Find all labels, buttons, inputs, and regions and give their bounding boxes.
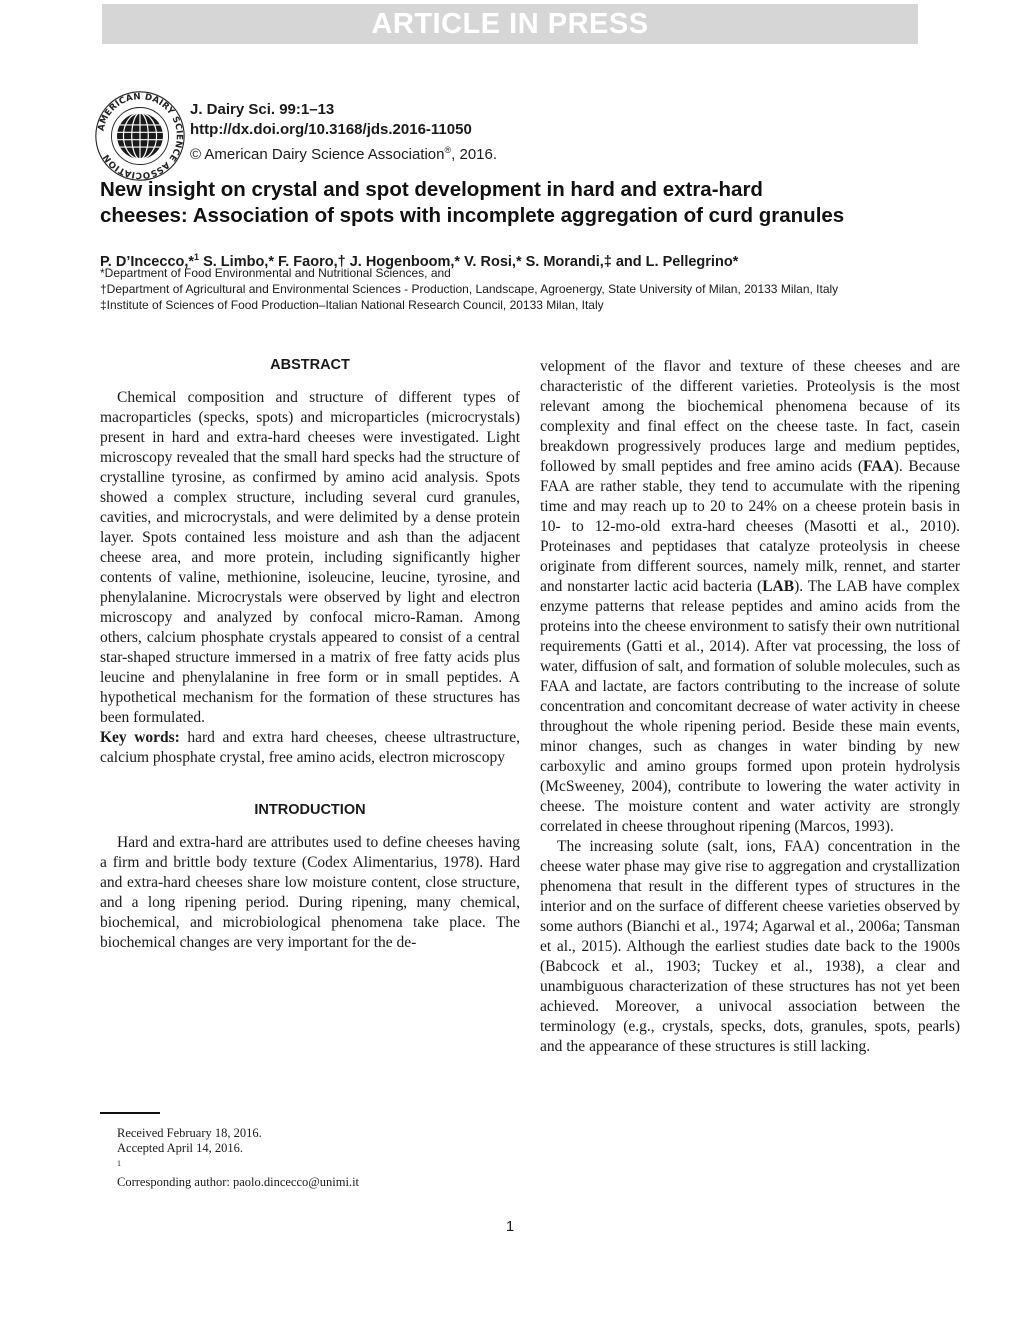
article-title (100, 177, 960, 229)
globe-icon (112, 108, 167, 163)
copyright-line: © American Dairy Science Association®, 2016. (190, 145, 498, 163)
introduction-paragraph-2: The increasing solute (salt, ions, FAA) concentration in the cheese water phase may give rise to aggregation and crystallization phenomena that result in the different types of structures in the interior and on the surface of different cheese varieties observed by some authors (Bianchi et al., 1974; Agarwal et al., 2006a; Tansman et al., 2015). Although the earliest studies date back to the 1900s (Babcock et al., 1903; Tuckey et al., 1938), a clear and unambiguous characterization of these structures has not yet been achieved. Moreover, a univocal association between the terminology (e.g., crystals, specks, dots, granules, spots, pearls) and the appearance of these structures is still lacking. (540, 838, 960, 1055)
introduction-paragraph-continued: velopment of the flavor and texture of these cheeses and are characteristic of the different varieties. Proteolysis is the most relevant among the biochemical phenomena because of its complexity and final effect on the cheese taste. In fact, casein breakdown progressively produces large and medium peptides, followed by small peptides and free amino acids (FAA). Because FAA are rather stable, they tend to accumulate with the ripening time and may reach up to 20 to 24% on a cheese protein basis in 10- to 12-mo-old extra-hard cheeses (Masotti et al., 2010). Proteinases and peptidases that catalyze proteolysis in cheese originate from different sources, namely milk, rennet, and starter and nonstarter lactic acid bacteria (LAB). The LAB have complex enzyme patterns that release peptides and amino acids from the proteins into the cheese environment to satisfy their own nutritional requirements (Gatti et al., 2014). After vat processing, the loss of water, diffusion of salt, and formation of soluble molecules, such as FAA and lactate, are factors contributing to the increase of solute concentration and concomitant decrease of water activity in cheese throughout the whole ripening period. Beside these main events, minor changes, such as changes in water binding by new carboxylic and amino groups formed upon protein hydrolysis (McSweeney, 2004), contribute to lowering the water activity in cheese. The moisture content and water activity are strongly correlated in cheese throughout ripening (Marcos, 1993). (540, 358, 960, 835)
adsa-seal-logo (94, 90, 186, 182)
lab-abbrev: LAB (762, 578, 795, 595)
article-in-press-banner: ARTICLE IN PRESS (102, 4, 918, 44)
corresponding-author-marker: 1 (194, 252, 200, 262)
introduction-heading: INTRODUCTION (254, 802, 366, 818)
right-column (540, 357, 960, 1057)
footnote-divider (100, 1112, 160, 1114)
left-column (100, 355, 520, 953)
faa-abbrev: FAA (862, 458, 894, 475)
journal-header (190, 100, 497, 165)
affiliations (100, 265, 940, 313)
seal-ring-text: AMERICAN DAIRY SCIENCE ASSOCIATION (96, 92, 184, 180)
affiliation-3: ‡Institute of Sciences of Food Production–Italian National Research Council, 20133 Milan, Italy (100, 298, 604, 312)
abstract-heading: ABSTRACT (270, 357, 350, 373)
received-date: Received February 18, 2016. (117, 1126, 262, 1140)
keywords: Key words: hard and extra hard cheeses, cheese ultrastructure, calcium phosphate crystal, free amino acids, electron microscopy (100, 729, 520, 766)
abstract-text: Chemical composition and structure of different types of macroparticles (specks, spots) and microparticles (microcrystals) present in hard and extra-hard cheeses were investigated. Light microscopy revealed that the small hard specks had the structure of crystalline tyrosine, as confirmed by amino acid analysis. Spots showed a complex structure, including several curd granules, cavities, and microcrystals, and were delimited by a dense protein layer. Spots contained less moisture and ash than the adjacent cheese area, and more protein, including significantly higher contents of valine, methionine, isoleucine, leucine, tyrosine, and phenylalanine. Microcrystals were observed by light and electron microscopy and analyzed by confocal micro-Raman. Among others, calcium phosphate crystals appeared to consist of a central star-shaped structure immersed in a matrix of free fatty acids plus leucine and phenylalanine in free form or in small peptides. A hypothetical mechanism for the formation of these structures has been formulated. (100, 389, 520, 726)
journal-citation: J. Dairy Sci. 99:1–13 (190, 101, 335, 118)
introduction-paragraph-1: Hard and extra-hard are attributes used to define cheeses having a firm and brittle body texture (Codex Alimentarius, 1978). Hard and extra-hard cheeses share low moisture content, close structure, and a long ripening period. During ripening, many chemical, biochemical, and microbiological phenomena take place. The biochemical changes are very important for the de- (100, 834, 520, 951)
footnotes (117, 1126, 359, 1190)
title-line-2: cheeses: Association of spots with incomplete aggregation of curd granules (100, 204, 845, 227)
author-list: P. D’Incecco,*$^1$ S. Limbo,* F. Faoro,† J. Hogenboom,* V. Rosi,* S. Morandi,‡ and L. Pellegrino* (100, 252, 739, 270)
affiliation-1: *Department of Food Environmental and Nutritional Sciences, and (100, 266, 451, 280)
corresponding-author-note: $^1$ Corresponding author: paolo.dincecco@unimi.it (117, 1159, 360, 1190)
accepted-date: Accepted April 14, 2016. (117, 1141, 244, 1155)
title-line-1: New insight on crystal and spot development in hard and extra-hard (100, 178, 763, 201)
doi-link[interactable]: http://dx.doi.org/10.3168/jds.2016-11050 (190, 121, 472, 138)
keywords-label: Key words: (100, 729, 180, 746)
affiliation-2: †Department of Agricultural and Environmental Sciences - Production, Landscape, Agroenergy, State University of Milan, 20133 Milan, Italy (100, 282, 839, 296)
page-number: 1 (505, 1218, 515, 1235)
